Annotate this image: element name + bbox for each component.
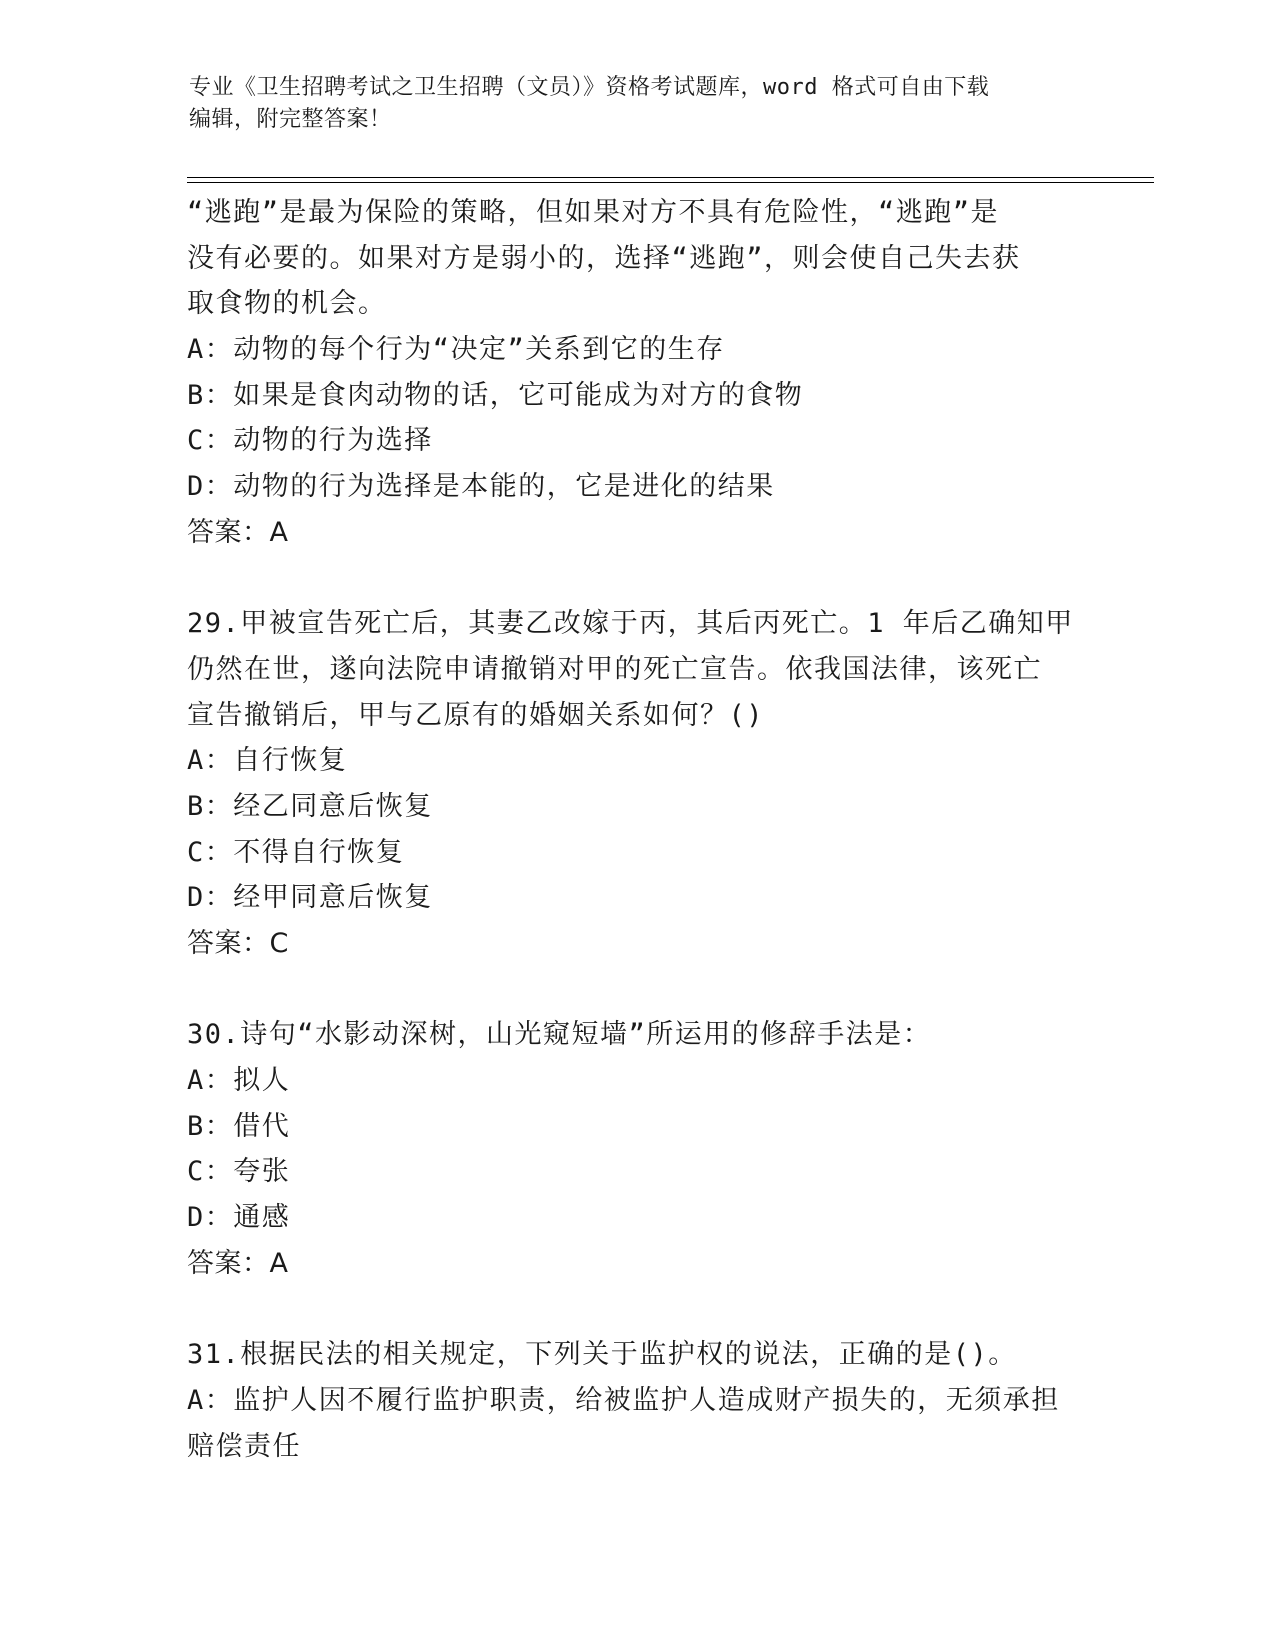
question-text-line: “逃跑”是最为保险的策略，但如果对方不具有危险性，“逃跑”是 [187,197,1000,228]
question-text-line: 29.甲被宣告死亡后，其妻乙改嫁于丙，其后丙死亡。1 年后乙确知甲 [187,608,1074,640]
option-a: A：监护人因不履行监护职责，给被监护人造成财产损失的，无须承担 [187,1384,1060,1416]
option-d: D：经甲同意后恢复 [187,882,433,914]
header-title-line-1: 专业《卫生招聘考试之卫生招聘（文员）》资格考试题库，word 格式可自由下载 [189,75,990,100]
option-a: A：动物的每个行为“决定”关系到它的生存 [187,334,725,366]
question-text-line: 宣告撤销后，甲与乙原有的婚姻关系如何？() [187,699,765,731]
header-divider-top [187,177,1154,178]
question-text-line: 没有必要的。如果对方是弱小的，选择“逃跑”，则会使自己失去获 [187,242,1021,274]
spacer [187,1287,1087,1333]
option-b: B：借代 [187,1110,291,1142]
page-header [189,72,1089,136]
question-text-line: 31.根据民法的相关规定，下列关于监护权的说法，正确的是()。 [187,1339,1017,1371]
question-31 [187,1332,1087,1469]
question-text-line: 仍然在世，遂向法院申请撤销对甲的死亡宣告。依我国法律，该死亡 [187,653,1042,685]
option-c: C：动物的行为选择 [187,425,433,457]
option-a: A：自行恢复 [187,745,348,777]
option-a-continued: 赔偿责任 [187,1430,301,1462]
option-d: D：通感 [187,1202,291,1234]
spacer [187,967,1087,1013]
answer-label: 答案：A [187,516,289,548]
option-c: C：不得自行恢复 [187,836,405,868]
answer-label: 答案：A [187,1247,289,1279]
header-divider-bottom [187,182,1154,183]
option-b: B：经乙同意后恢复 [187,790,433,822]
header-title-line-2: 编辑，附完整答案！ [189,107,392,132]
option-a: A：拟人 [187,1065,291,1097]
question-text-line: 取食物的机会。 [187,288,387,320]
question-29 [187,601,1087,967]
question-text-line: 30.诗句“水影动深树，山光窥短墙”所运用的修辞手法是： [187,1019,932,1051]
spacer [187,556,1087,602]
question-continuation [187,190,1087,556]
option-c: C：夸张 [187,1156,291,1188]
document-body [187,190,1087,1469]
option-d: D：动物的行为选择是本能的，它是进化的结果 [187,471,775,503]
answer-label: 答案：C [187,928,289,959]
question-30 [187,1012,1087,1286]
option-b: B：如果是食肉动物的话，它可能成为对方的食物 [187,379,804,411]
